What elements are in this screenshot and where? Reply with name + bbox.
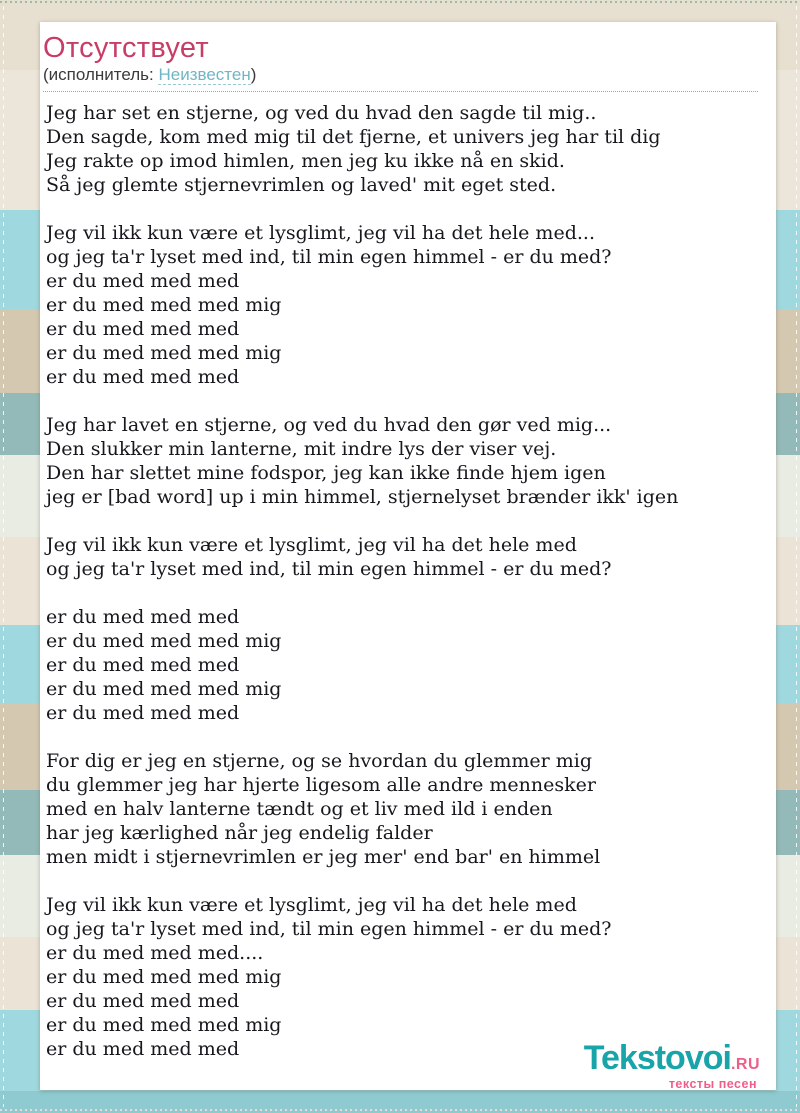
lyric-line: Så jeg glemte stjernevrimlen og laved' mit eget sted.	[46, 174, 557, 196]
lyric-line: er du med med med....	[46, 942, 264, 964]
artist-link[interactable]: Неизвестен	[158, 65, 251, 84]
artist-line	[43, 64, 758, 92]
logo-tagline: тексты песен	[668, 1076, 757, 1091]
lyric-line: Jeg rakte op imod himlen, men jeg ku ikke nå en skid.	[46, 150, 565, 172]
lyric-line: Den sagde, kom med mig til det fjerne, et univers jeg har til dig	[46, 126, 661, 148]
lyric-line: er du med med med	[46, 702, 240, 724]
lyric-line	[46, 197, 758, 221]
lyric-line: er du med med med mig	[46, 1014, 282, 1036]
lyric-line: er du med med med mig	[46, 630, 282, 652]
lyric-line: er du med med med mig	[46, 342, 282, 364]
lyric-line: og jeg ta'r lyset med ind, til min egen himmel - er du med?	[46, 246, 612, 268]
lyric-line: er du med med med mig	[46, 294, 282, 316]
logo-brand-text: Tekstovoi	[583, 1038, 731, 1077]
lyrics-text	[43, 101, 758, 1061]
logo-tld-text: .RU	[730, 1055, 760, 1073]
lyric-line: er du med med med mig	[46, 966, 282, 988]
lyric-line: har jeg kærlighed når jeg endelig falder	[46, 822, 433, 844]
lyric-line: er du med med med	[46, 1038, 240, 1060]
lyric-line: er du med med med	[46, 990, 240, 1012]
artist-label-suffix: )	[250, 65, 257, 84]
lyric-line	[46, 869, 758, 893]
lyric-line: er du med med med	[46, 606, 240, 628]
lyric-line: er du med med med mig	[46, 678, 282, 700]
lyric-line: jeg er [bad word] up i min himmel, stjernelyset brænder ikk' igen	[46, 486, 679, 508]
artist-label: (исполнитель:	[43, 65, 159, 84]
lyric-line: du glemmer jeg har hjerte ligesom alle andre mennesker	[46, 774, 596, 796]
lyric-line: er du med med med	[46, 654, 240, 676]
lyric-line: Jeg har lavet en stjerne, og ved du hvad den gør ved mig...	[46, 414, 612, 436]
lyric-line: er du med med med	[46, 366, 240, 388]
lyric-line: For dig er jeg en stjerne, og se hvordan du glemmer mig	[46, 750, 593, 772]
lyric-line: Jeg vil ikk kun være et lysglimt, jeg vil ha det hele med...	[46, 222, 595, 244]
lyric-line: Jeg har set en stjerne, og ved du hvad den sagde til mig..	[46, 102, 597, 124]
lyric-line: Den slukker min lanterne, mit indre lys der viser vej.	[46, 438, 557, 460]
lyric-line: men midt i stjernevrimlen er jeg mer' end bar' en himmel	[46, 846, 601, 868]
lyric-line	[46, 725, 758, 749]
lyric-line	[46, 389, 758, 413]
lyric-line: er du med med med	[46, 318, 240, 340]
lyric-line	[46, 509, 758, 533]
page-title: Отсутствует	[43, 32, 209, 64]
lyric-line: er du med med med	[46, 270, 240, 292]
lyric-line: med en halv lanterne tændt og et liv med ild i enden	[46, 798, 553, 820]
lyric-line: Jeg vil ikk kun være et lysglimt, jeg vil ha det hele med	[46, 894, 577, 916]
right-stitch-divider	[796, 6, 797, 1107]
content-panel	[40, 22, 776, 1090]
lyric-line: og jeg ta'r lyset med ind, til min egen himmel - er du med?	[46, 918, 612, 940]
site-logo[interactable]	[583, 1038, 760, 1091]
lyric-line: og jeg ta'r lyset med ind, til min egen himmel - er du med?	[46, 558, 612, 580]
left-stitch-divider	[3, 6, 4, 1107]
lyric-line: Jeg vil ikk kun være et lysglimt, jeg vil ha det hele med	[46, 534, 577, 556]
lyric-line: Den har slettet mine fodspor, jeg kan ikke finde hjem igen	[46, 462, 606, 484]
logo-wordmark	[583, 1038, 760, 1077]
lyric-line	[46, 581, 758, 605]
